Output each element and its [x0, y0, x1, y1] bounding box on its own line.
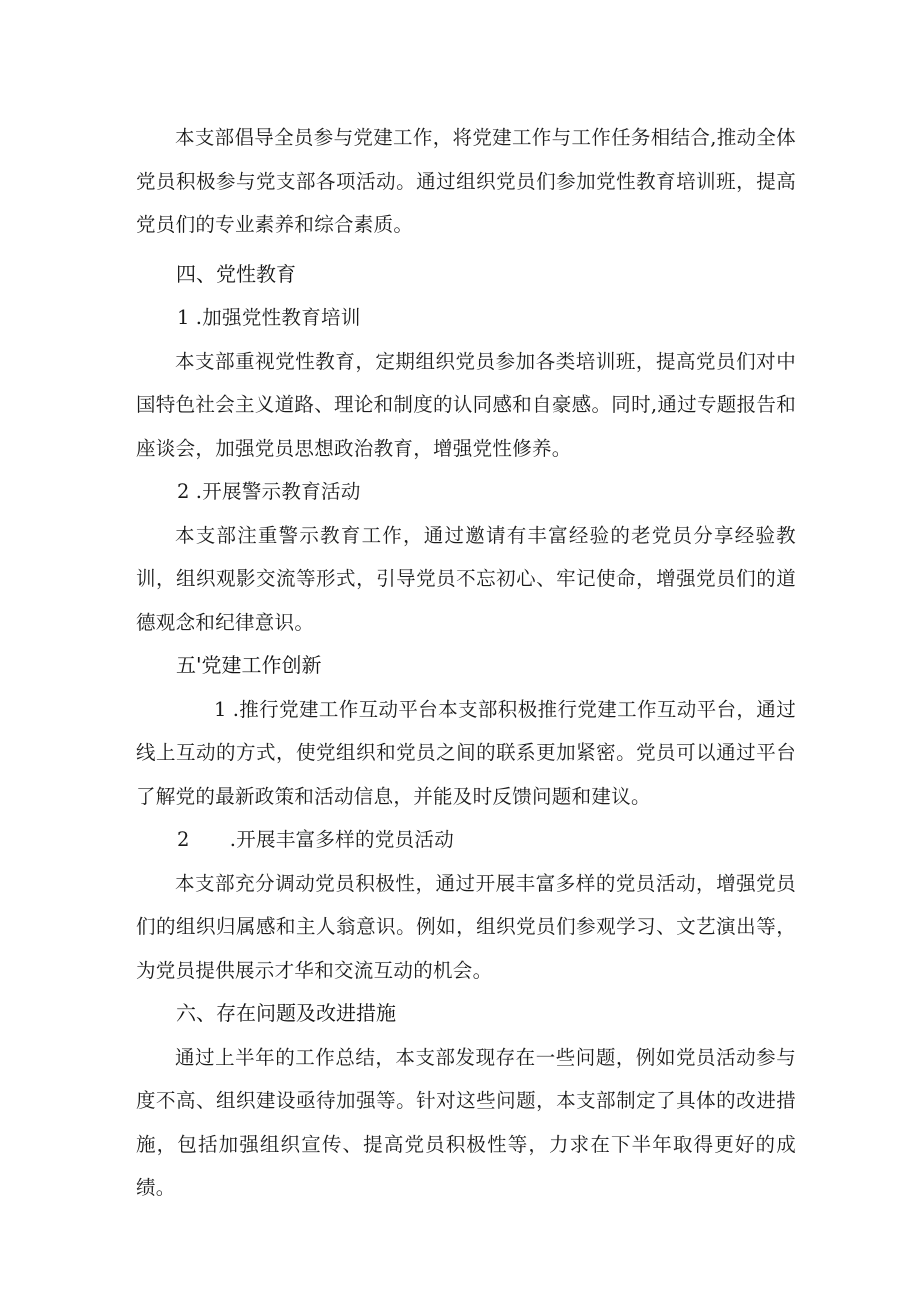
- section-4-item-2-title: [136, 470, 796, 514]
- section-5-item-2-title: [136, 818, 796, 862]
- section-4-item-1-title: [136, 296, 796, 340]
- section-4-item-1-body: 本支部重视党性教育，定期组织党员参加各类培训班，提高党员们对中国特色社会主义道路、理论和制度的认同感和自豪感。同时,通过专题报告和座谈会，加强党员思想政治教育，增强党性修养。: [136, 349, 796, 460]
- section-6-heading: 六、存在问题及改进措施: [176, 1001, 396, 1025]
- section-4-item-2-body: 本支部注重警示教育工作，通过邀请有丰富经验的老党员分享经验教训，组织观影交流等形式，引导党员不忘初心、牢记使命，增强党员们的道德观念和纪律意识。: [136, 523, 796, 634]
- section-5-item-1-paragraph: [136, 688, 796, 819]
- section-6-body: 通过上半年的工作总结，本支部发现存在一些问题，例如党员活动参与度不高、组织建设亟待加强等。针对这些问题，本支部制定了具体的改进措施，包括加强组织宣传、提高党员积极性等，力求在下半年取得更好的成绩。: [136, 1045, 796, 1199]
- item-title: .开展丰富多样的党员活动: [229, 828, 455, 851]
- item-number: 2: [177, 828, 190, 851]
- intro-paragraph: 本支部倡导全员参与党建工作，将党建工作与工作任务相结合,推动全体党员积极参与党支部各项活动。通过组织党员们参加党性教育培训班，提高党员们的专业素养和综合素质。: [136, 126, 796, 236]
- item-title-body: .推行党建工作互动平台本支部积极推行党建工作互动平台，通过线上互动的方式，使党组织和党员之间的联系更加紧密。党员可以通过平台了解党的最新政策和活动信息，并能及时反馈问题和建议。: [136, 697, 796, 808]
- section-5-item-2-body: 本支部充分调动党员积极性，通过开展丰富多样的党员活动，增强党员们的组织归属感和主人翁意识。例如，组织党员们参观学习、文艺演出等，为党员提供展示才华和交流互动的机会。: [136, 871, 796, 982]
- document-body: [136, 116, 796, 1210]
- item-title: .加强党性教育培训: [195, 306, 361, 329]
- section-4-heading: 四、党性教育: [176, 261, 296, 286]
- item-number: 1: [214, 697, 227, 721]
- item-number: 1: [177, 306, 190, 329]
- item-number: 2: [177, 480, 190, 503]
- section-5-heading: 五'党建工作创新: [176, 653, 322, 677]
- item-title: .开展警示教育活动: [195, 480, 361, 503]
